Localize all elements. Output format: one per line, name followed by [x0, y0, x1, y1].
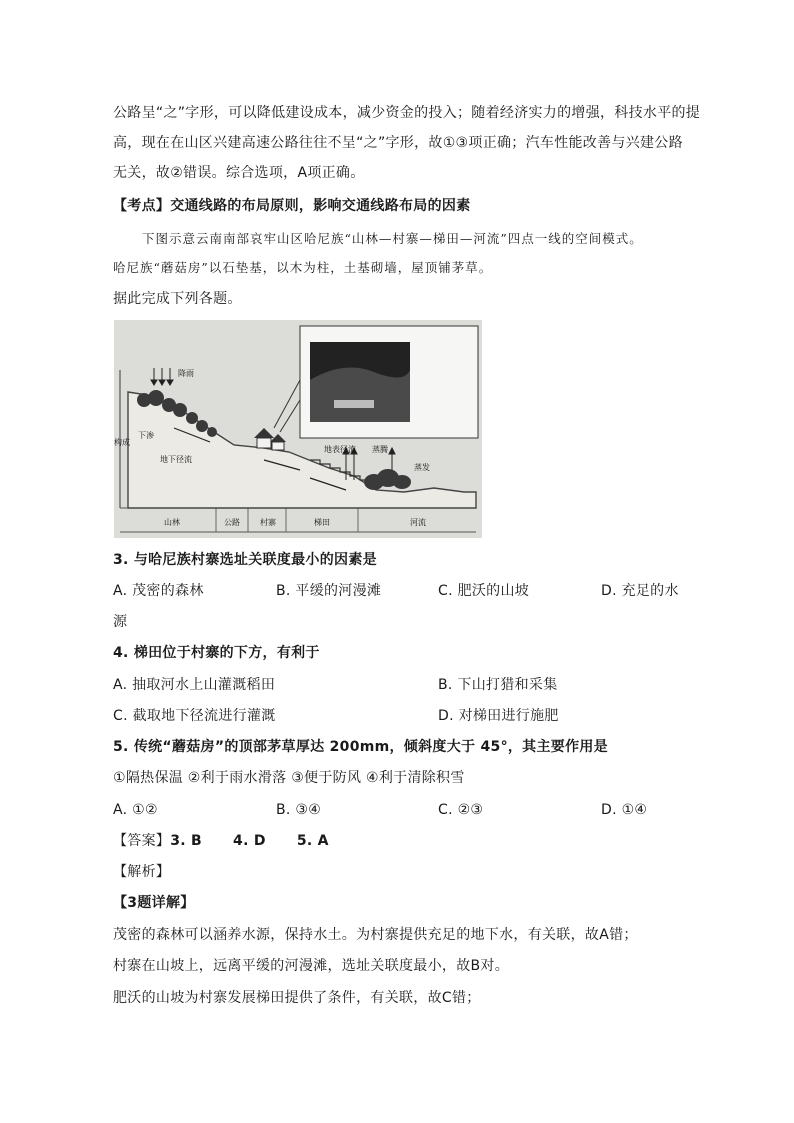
detail-line: 村寨在山坡上，远离平缓的河漫滩，选址关联度最小，故B对。: [113, 958, 510, 974]
question-5-option-a: A. ①②: [113, 802, 158, 818]
label-structure: 构成: [114, 438, 130, 447]
label-infiltration: 下渗: [138, 431, 154, 440]
river-trees: [364, 469, 411, 490]
question-5-option-c: C. ②③: [438, 802, 484, 818]
question-4-option-d: D. 对梯田进行施肥: [438, 708, 559, 724]
zone-road: 公路: [224, 518, 240, 527]
question-3-option-b: B. 平缓的河漫滩: [276, 583, 382, 599]
question-3-option-c: C. 肥沃的山坡: [438, 583, 530, 599]
mushroom-house: [254, 428, 286, 450]
detail-heading: 【3题详解】: [113, 895, 195, 911]
answer-values: 3. B 4. D 5. A: [170, 833, 329, 849]
question-5-stem: 5. 传统“蘑菇房”的顶部茅草厚达 200mm，倾斜度大于 45°，其主要作用是: [113, 739, 608, 755]
zone-village: 村寨: [260, 518, 276, 527]
question-5-option-d: D. ①④: [601, 802, 648, 818]
question-4-option-b: B. 下山打猎和采集: [438, 677, 558, 693]
question-5-statements: ①隔热保温 ②利于雨水滑落 ③便于防风 ④利于清除积雪: [113, 770, 465, 786]
detail-line: 茂密的森林可以涵养水源，保持水土。为村寨提供充足的地下水，有关联，故A错；: [113, 927, 638, 943]
material-text: 下图示意云南南部哀牢山区哈尼族“山林—村寨—梯田—河流”四点一线的空间模式。: [142, 231, 643, 246]
text-line: 高，现在在山区兴建高速公路往往不呈“之”字形，故①③项正确；汽车性能改善与兴建公路: [113, 135, 683, 151]
zone-forest: 山林: [164, 518, 180, 527]
zone-terrace: 梯田: [314, 518, 330, 527]
label-evaporation2: 蒸发: [414, 463, 430, 472]
material-text: 哈尼族“蘑菇房”以石垫基，以木为柱，土基砌墙，屋顶铺茅草。: [113, 260, 493, 275]
question-3-option-d-wrap: 源: [113, 614, 128, 630]
question-4-stem: 4. 梯田位于村寨的下方，有利于: [113, 645, 320, 661]
question-4-option-c: C. 截取地下径流进行灌溉: [113, 708, 276, 724]
answer-label: 【答案】: [113, 833, 171, 849]
question-5-option-b: B. ③④: [276, 802, 322, 818]
rain-arrows: [151, 368, 173, 385]
analysis-heading: 【解析】: [113, 864, 171, 880]
text-line: 公路呈“之”字形，可以降低建设成本，减少资金的投入；随着经济实力的增强，科技水平的提: [113, 105, 701, 121]
question-3-stem: 3. 与哈尼族村寨选址关联度最小的因素是: [113, 552, 377, 568]
label-surface-runoff: 地表径流: [324, 445, 356, 454]
kaodian-heading: 【考点】交通线路的布局原则，影响交通线路布局的因素: [113, 198, 471, 214]
answer-line: [113, 831, 329, 851]
label-groundwater: 地下径流: [160, 455, 192, 464]
text-line: 无关，故②错误。综合选项，A项正确。: [113, 165, 365, 181]
zone-river: 河流: [410, 518, 426, 527]
instruction-text: 据此完成下列各题。: [113, 291, 242, 307]
label-rain: 降雨: [178, 369, 194, 378]
question-4-option-a: A. 抽取河水上山灌溉稻田: [113, 677, 276, 693]
detail-line: 肥沃的山坡为村寨发展梯田提供了条件，有关联，故C错；: [113, 990, 481, 1006]
hani-spatial-model-figure: [114, 320, 482, 538]
question-3-option-d: D. 充足的水: [601, 583, 679, 599]
figure-illustration: [114, 320, 482, 538]
question-3-option-a: A. 茂密的森林: [113, 583, 204, 599]
label-evaporation: 蒸腾: [372, 445, 388, 454]
inset-photo: [274, 326, 478, 438]
